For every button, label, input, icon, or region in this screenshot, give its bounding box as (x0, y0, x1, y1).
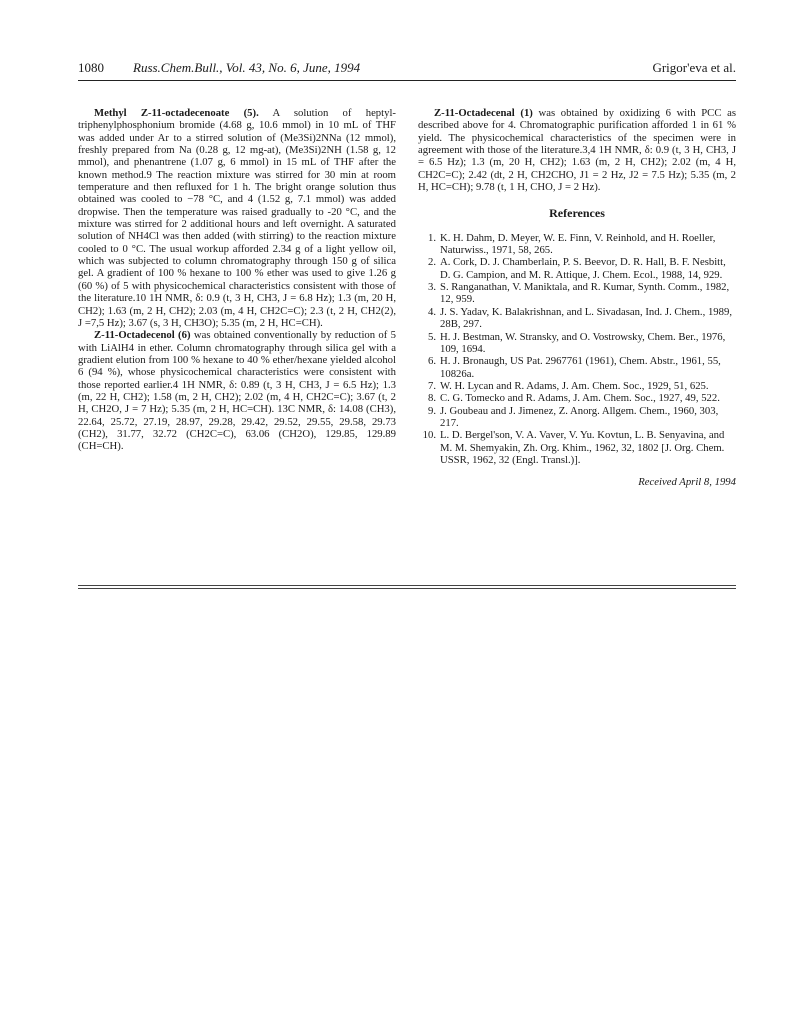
reference-item (418, 392, 736, 404)
compound-heading: Z-11-Octadecenol (6) (94, 329, 191, 342)
reference-number: 9. (427, 404, 436, 417)
reference-item (418, 331, 736, 356)
reference-item (418, 256, 736, 281)
paragraph-methyl-octadecenoate (78, 107, 396, 329)
reference-number: 1. (427, 231, 436, 244)
left-column (78, 107, 396, 453)
reference-item (418, 380, 736, 392)
reference-item (418, 429, 736, 466)
reference-text: C. G. Tomecko and R. Adams, J. Am. Chem. Soc., 1927, 49, 522. (440, 392, 720, 405)
reference-text: H. J. Bronaugh, US Pat. 2967761 (1961), Chem. Abstr., 1961, 55, 10826a. (440, 355, 721, 380)
reference-item (418, 355, 736, 380)
reference-number: 2. (427, 256, 436, 269)
compound-heading: Z-11-Octadecenal (1) (434, 107, 533, 119)
paragraph-body: was obtained conventionally by reduction of 5 with LiAlH4 in ether. Column chromatography through silica gel with a gradient elution from 100 % hexane to 40 % ether/hexane yielded alcohol 6 (94 %), whose physicochemical characteristics were consistent with those reported earlier.4 1H NMR, δ: 0.89 (t, 3 H, CH3, J = 6.5 Hz); 1.3 (m, 22 H, CH2); 1.58 (m, 2 H, CH2); 2.02 (m, 4 H, CH2C=C); 3.67 (t, 2 H, CH2O, J = 7 Hz); 5.35 (m, 2 H, HC=CH). 13C NMR, δ: 14.08 (CH3), 22.64, 25.72, 27.19, 28.97, 29.28, 29.42, 29.52, 29.55, 29.58, 29.73 (CH2), 31.77, 32.72 (CH2C=C), 63.06 (CH2O), 129.85, 129.89 (CH=CH). (78, 329, 397, 453)
reference-list (418, 232, 736, 467)
footer-rule-second (78, 588, 736, 589)
reference-item (418, 232, 736, 257)
compound-heading: Methyl Z-11-octadecenoate (5). (94, 107, 259, 119)
reference-number: 4. (427, 305, 436, 318)
reference-number: 5. (427, 330, 436, 343)
reference-item (418, 306, 736, 331)
reference-text: H. J. Bestman, W. Stransky, and O. Vostrowsky, Chem. Ber., 1976, 109, 1694. (440, 330, 726, 355)
received-date: Received April 8, 1994 (638, 476, 736, 489)
reference-item (418, 281, 736, 306)
paragraph-body: A solution of heptyl-triphenylphosphonium bromide (4.68 g, 10.6 mmol) in 10 mL of THF was added under Ar to a stirred solution of (Me3Si)2NNa (12 mmol), freshly prepared from Na (0.28 g, 12 mg-at), (Me3Si)2NH (1.58 g, 12 mmol), and phenantrene (1.07 g, 6 mmol) in 15 mL of THF after the known method.9 The reaction mixture was stirred for 30 min at room temperature and then refluxed for 1 h. The bright orange solution thus obtained was cooled to −78 °C, and 4 (1.52 g, 7.1 mmol) was added dropwise. Then the temperature was raised gradually to -20 °C, and the mixture was stirred for 2 additional hours and left overnight. A saturated solution of NH4Cl was then added (with stirring) to the reaction mixture cooled to 0 °C. The usual workup afforded 2.34 g of a light yellow oil, which was subjected to column chromatography through 150 g of silica gel. A gradient of 100 % hexane to 100 % ether was used to give 1.26 g (60 %) of 5 with physicochemical characteristics consistent with those of the literature.10 1H NMR, δ: 0.9 (t, 3 H, CH3, J = 6.8 Hz); 1.3 (m, 20 H, CH2); 1.63 (m, 2 H, CH2); 2.03 (m, 4 H, CH2C=C); 2.3 (t, 2 H, CH2(2), J =7,5 Hz); 3.67 (s, 3 H, CH3O); 5.35 (m, 2 H, HC=CH). (78, 107, 396, 329)
footer-rule (78, 585, 736, 586)
reference-text: J. S. Yadav, K. Balakrishnan, and L. Sivadasan, Ind. J. Chem., 1989, 28B, 297. (440, 305, 732, 331)
running-header (78, 60, 736, 80)
paragraph-body: was obtained by oxidizing 6 with PCC as described above for 4. Chromatographic purification afforded 1 in 61 % yield. The physicochemical characteristics of the specimen were in agreement with those of the literature.3,4 1H NMR, δ: 0.9 (t, 3 H, CH3, J = 6.5 Hz); 1.3 (m, 20 H, CH2); 1.63 (m, 2 H, CH2); 2.02 (m, 4 H, CH2C=C); 2.42 (dt, 2 H, CH2CHO, J1 = 2 Hz, J2 = 7.5 Hz); 5.35 (m, 2 H, HC=CH); 9.78 (t, 1 H, CHO, J = 2 Hz). (418, 107, 736, 194)
reference-number: 7. (427, 379, 436, 392)
reference-text: A. Cork, D. J. Chamberlain, P. S. Beevor, D. R. Hall, B. F. Nesbitt, D. G. Campion, and M. R. Attique, J. Chem. Ecol., 1988, 14, 929. (440, 256, 726, 281)
right-column (418, 107, 736, 489)
reference-number: 3. (427, 281, 436, 294)
reference-text: J. Goubeau and J. Jimenez, Z. Anorg. Allgem. Chem., 1960, 303, 217. (440, 404, 719, 429)
reference-text: W. H. Lycan and R. Adams, J. Am. Chem. Soc., 1929, 51, 625. (440, 379, 709, 392)
authors: Grigor'eva et al. (652, 60, 736, 75)
paragraph-octadecenol (78, 329, 396, 452)
reference-number: 10. (422, 429, 436, 442)
reference-text: K. H. Dahm, D. Meyer, W. E. Finn, V. Reinhold, and H. Roeller, Naturwiss., 1971, 58, 265. (440, 231, 716, 257)
header-rule (78, 80, 736, 81)
page-number: 1080 (78, 60, 104, 75)
journal-citation: Russ.Chem.Bull., Vol. 43, No. 6, June, 1994 (133, 60, 361, 75)
reference-text: L. D. Bergel'son, V. A. Vaver, V. Yu. Kovtun, L. B. Senyavina, and M. M. Shemyakin, Zh. Org. Khim., 1962, 32, 1802 [J. Org. Chem. USSR, 1962, 32 (Engl. Transl.)]. (440, 429, 725, 466)
references-heading: References (549, 206, 605, 221)
paragraph-octadecenal (418, 107, 736, 193)
reference-number: 6. (427, 355, 436, 368)
reference-text: S. Ranganathan, V. Maniktala, and R. Kumar, Synth. Comm., 1982, 12, 959. (440, 281, 730, 306)
reference-number: 8. (427, 392, 436, 405)
reference-item (418, 405, 736, 430)
